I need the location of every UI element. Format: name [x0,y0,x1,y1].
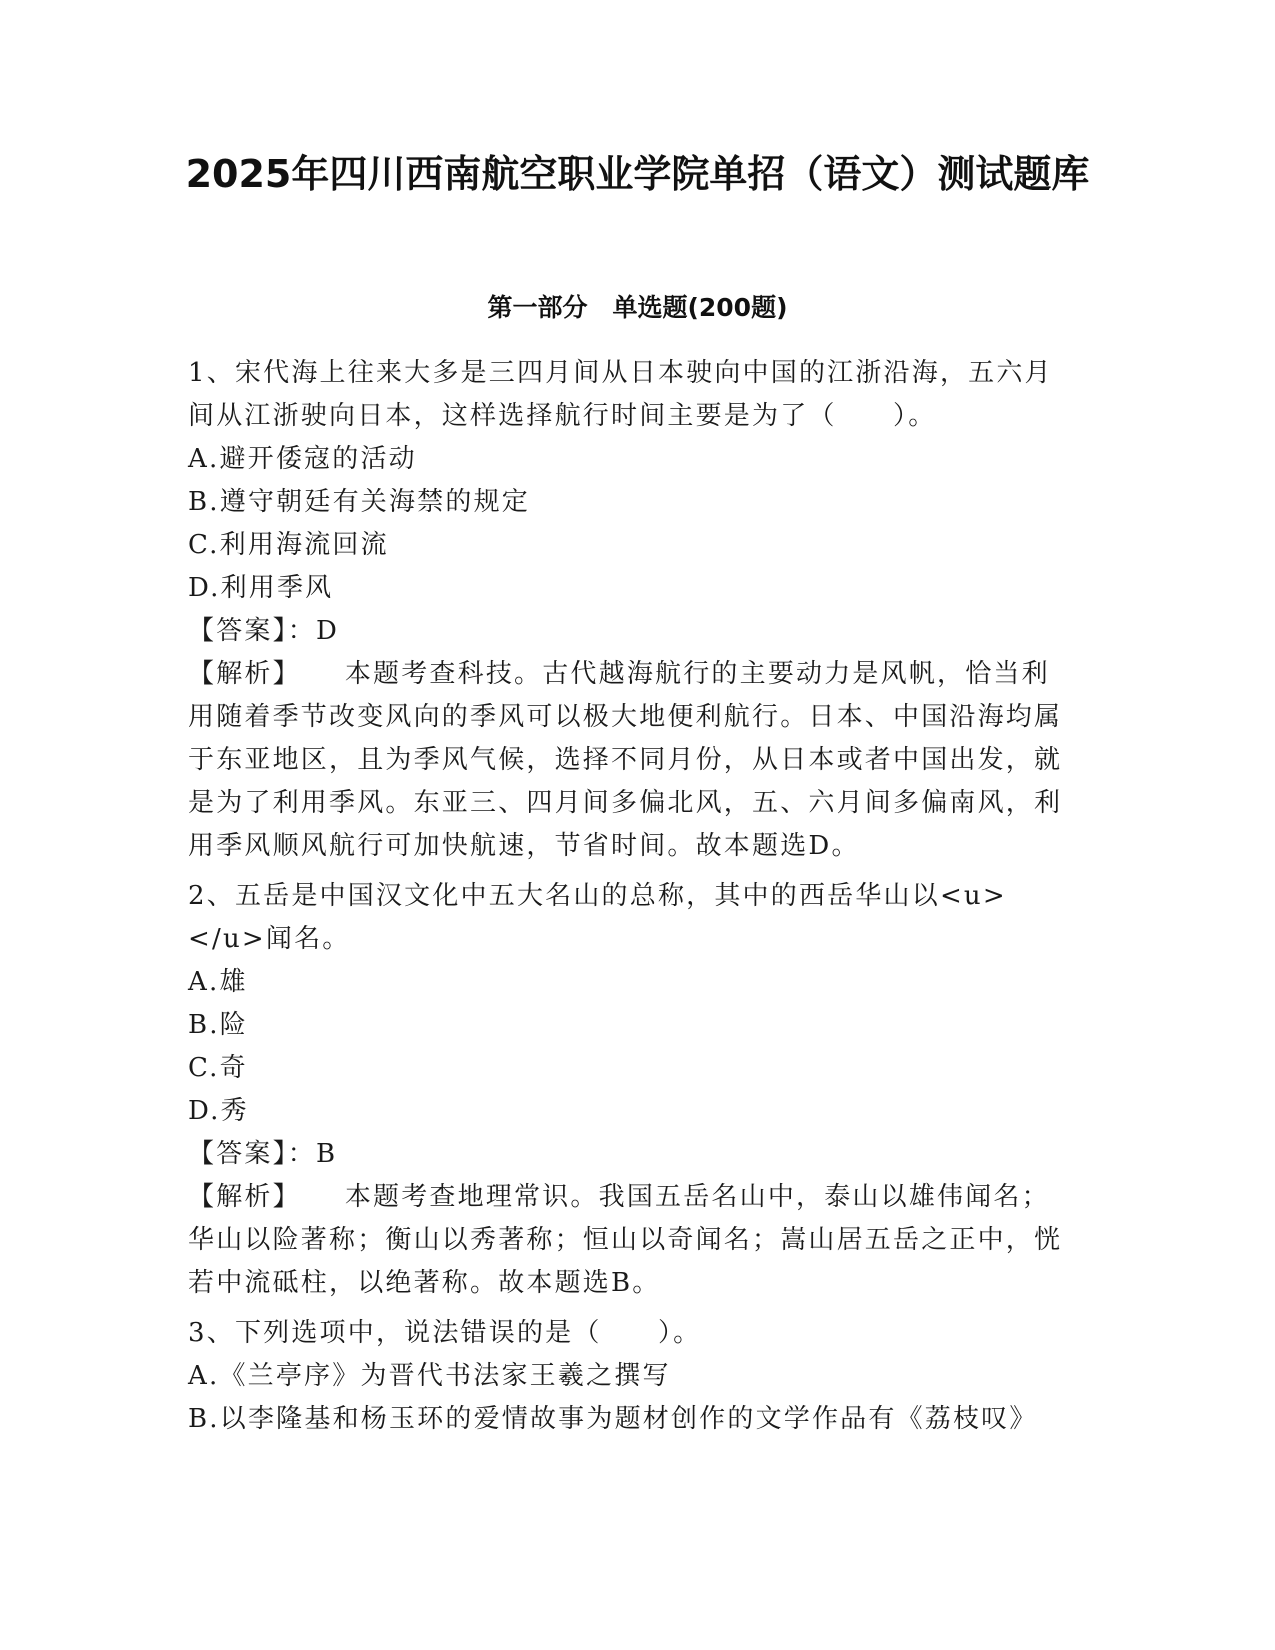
answer-option: B.险 [188,1010,248,1040]
answer-option: D.利用季风 [188,573,334,603]
answer-option: A.《兰亭序》为晋代书法家王羲之撰写 [188,1361,671,1391]
answer-option: C.奇 [188,1053,248,1083]
analysis-label: 【解析】 [188,1182,301,1212]
question-stem: 2、五岳是中国汉文化中五大名山的总称，其中的西岳华山以<u></u>闻名。 [188,881,1007,954]
answer-option: B.以李隆基和杨玉环的爱情故事为题材创作的文学作品有《荔枝叹》 [188,1404,1038,1434]
analysis-text: 本题考查科技。古代越海航行的主要动力是风帆，恰当利用随着季节改变风向的季风可以极大地便利航行。日本、中国沿海均属于东亚地区，且为季风气候，选择不同月份，从日本或者中国出发，就是为了利用季风。东亚三、四月间多偏北风，五、六月间多偏南风，利用季风顺风航行可加快航速，节省时间。故本题选D。 [188,659,1063,861]
answer-option: C.利用海流回流 [188,530,389,560]
answer-line [188,1133,1074,1176]
answer-option: B.遵守朝廷有关海禁的规定 [188,487,530,517]
answer-label: 【答案】： [188,1139,317,1169]
question-item [188,1312,1074,1441]
analysis-text: 本题考查地理常识。我国五岳名山中，泰山以雄伟闻名；华山以险著称；衡山以秀著称；恒山以奇闻名；嵩山居五岳之正中，恍若中流砥柱，以绝著称。故本题选B。 [188,1182,1063,1298]
analysis-block [188,653,1074,868]
question-list [188,352,1074,1448]
answer-option: A.避开倭寇的活动 [188,444,417,474]
answer-option: D.秀 [188,1096,249,1126]
analysis-block [188,1176,1074,1305]
section-heading: 第一部分 单选题(200题) [487,293,788,322]
answer-line [188,610,1074,653]
page-title: 2025年四川西南航空职业学院单招（语文）测试题库 [185,152,1090,196]
answer-value: D [316,616,340,646]
question-stem: 3、下列选项中，说法错误的是（ ）。 [188,1318,702,1348]
question-stem: 1、宋代海上往来大多是三四月间从日本驶向中国的江浙沿海，五六月间从江浙驶向日本，这样选择航行时间主要是为了（ ）。 [188,358,1053,431]
question-item [188,352,1074,868]
analysis-label: 【解析】 [188,659,301,689]
answer-label: 【答案】： [188,616,317,646]
answer-value: B [316,1139,338,1169]
answer-option: A.雄 [188,967,248,997]
question-item [188,875,1074,1305]
